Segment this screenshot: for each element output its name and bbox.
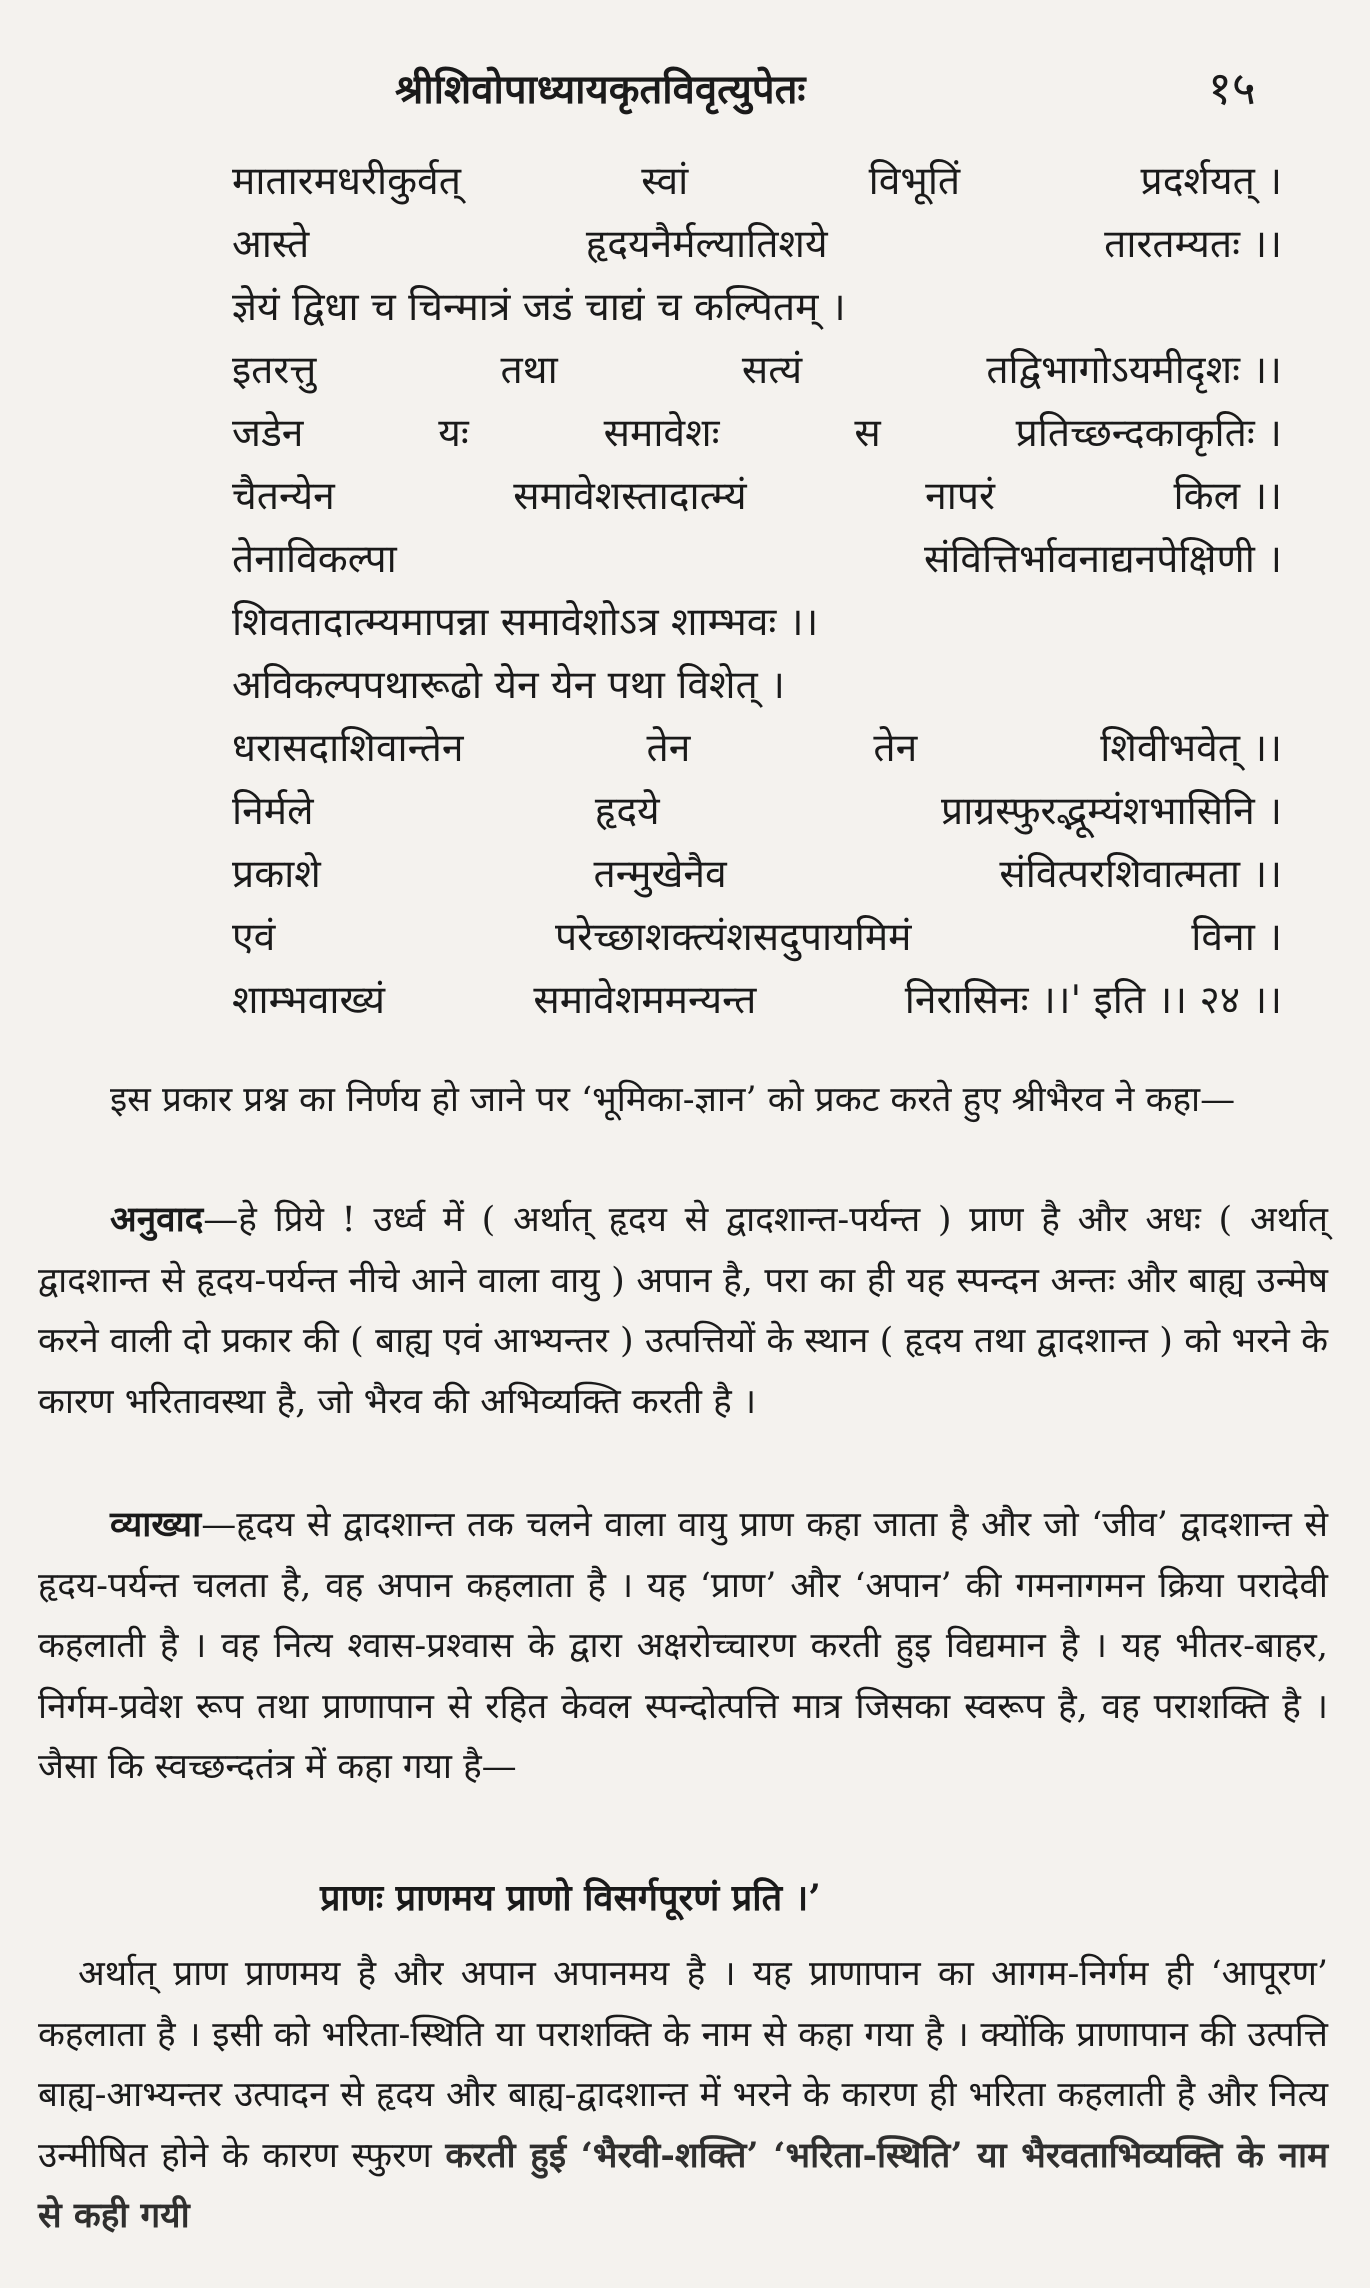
verse-word: स्वां — [641, 159, 689, 204]
verse-line — [232, 780, 1282, 843]
verse-word: परेच्छाशक्त्यंशसदुपायमिमं — [555, 915, 912, 960]
verse-word: शाम्भवाख्यं — [232, 978, 385, 1023]
explanation-text: अर्थात् प्राण प्राणमय है और अपान अपानमय है । यह प्राणापान का आगम-निर्गम ही ‘आपूरण’ कहलाता है । इसी को भरिता-स्थिति या पराशक्ति के नाम से कहा गया है । क्योंकि प्राणापान की उत्पत्ति बाह्य-आभ्यन्तर उत्पादन से हृदय और बाह्य-द्वादशान्त में भरने के कारण ही भरिता कहलाती है और नित्य उन्मीषित होने के कारण स्फुरण — [38, 1954, 1328, 2176]
verse-word: प्रकाशे — [232, 852, 321, 897]
verse-line — [232, 591, 1282, 654]
verse-word: स — [854, 411, 881, 456]
verse-line — [232, 465, 1282, 528]
translation-label: अनुवाद — [110, 1199, 204, 1240]
verse-line — [232, 150, 1282, 213]
verse-word: विभूतिं — [868, 159, 961, 204]
intro-paragraph — [38, 1070, 1328, 1131]
verse-word: आस्ते — [232, 222, 310, 267]
verse-word: प्रदर्शयत् । — [1140, 159, 1282, 204]
verse-word: जडेन — [232, 411, 304, 456]
verse-word: निरासिनः ।।' इति ।। २४ ।। — [904, 978, 1282, 1023]
verse-word: किल ।। — [1173, 474, 1282, 519]
verse-word: शिवीभवेत् ।। — [1100, 726, 1282, 771]
explanation-last-line: करती हुई ‘भैरवी-शक्ति’ ‘भरिता-स्थिति’ या भैरवताभिव्यक्ति के नाम से कही गयी — [38, 2134, 1328, 2236]
running-title: श्रीशिवोपाध्यायकृतविवृत्युपेतः — [395, 66, 806, 113]
verse-line — [232, 402, 1282, 465]
intro-text: इस प्रकार प्रश्न का निर्णय हो जाने पर ‘भूमिका-ज्ञान’ को प्रकट करते हुए श्रीभैरव ने कहा— — [110, 1080, 1236, 1120]
verse-line — [232, 654, 1282, 717]
verse-line — [232, 906, 1282, 969]
verse-word: प्राग्रस्फुरद्भूम्यंशभासिनि । — [941, 789, 1282, 834]
commentary-text: —हृदय से द्वादशान्त तक चलने वाला वायु प्राण कहा जाता है और जो ‘जीव’ द्वादशान्त से हृदय-पर्यन्त चलता है, वह अपान कहलाता है । यह ‘प्राण’ और ‘अपान’ की गमनागमन क्रिया परादेवी कहलाती है । वह नित्य श्वास-प्रश्वास के द्वारा अक्षरोच्चारण करती हुइ विद्यमान है । यह भीतर-बाहर, निर्गम-प्रवेश रूप तथा प्राणापान से रहित केवल स्पन्दोत्पत्ति मात्र जिसका स्वरूप है, वह पराशक्ति है । जैसा कि स्वच्छन्दतंत्र में कहा गया है— — [38, 1505, 1328, 1787]
verse-word: शिवतादात्म्यमापन्ना समावेशोऽत्र शाम्भवः ।। — [232, 600, 819, 645]
verse-word: यः — [438, 411, 469, 456]
page-number: १५ — [1208, 61, 1256, 115]
verse-line — [232, 843, 1282, 906]
verse-word: तद्विभागोऽयमीदृशः ।। — [986, 348, 1282, 393]
verse-word: अविकल्पपथारूढो येन येन पथा विशेत् । — [232, 663, 785, 708]
verse-word: ज्ञेयं द्विधा च चिन्मात्रं जडं चाद्यं च कल्पितम् । — [232, 285, 846, 330]
verse-word: सत्यं — [741, 348, 803, 393]
translation-paragraph — [38, 1190, 1328, 1432]
verse-word: निर्मले — [232, 789, 314, 834]
quoted-verse: प्राणः प्राणमय प्राणो विसर्गपूरणं प्रति ।’ — [320, 1877, 821, 1919]
verse-word: तेनाविकल्पा — [232, 537, 397, 582]
verse-word: तथा — [500, 348, 558, 393]
verse-word: संवित्परशिवात्मता ।। — [999, 852, 1282, 897]
verse-word: विना । — [1191, 915, 1282, 960]
verse-word: मातारमधरीकुर्वत् — [232, 159, 461, 204]
verse-word: नापरं — [925, 474, 995, 519]
running-head — [0, 60, 1370, 130]
verse-word: तेन — [646, 726, 691, 771]
verse-word: समावेशः — [603, 411, 720, 456]
verse-line — [232, 969, 1282, 1032]
verse-word: इतरत्तु — [232, 348, 317, 393]
commentary-paragraph — [38, 1495, 1328, 1798]
verse-word: तेन — [873, 726, 918, 771]
translation-text: —हे प्रिये ! उर्ध्व में ( अर्थात् हृदय से द्वादशान्त-पर्यन्त ) प्राण है और अधः ( अर्थात् द्वादशान्त से हृदय-पर्यन्त नीचे आने वाला वायु ) अपान है, परा का ही यह स्पन्दन अन्तः और बाह्य उन्मेष करने वाली दो प्रकार की ( बाह्य एवं आभ्यन्तर ) उत्पत्तियों के स्थान ( हृदय तथा द्वादशान्त ) को भरने के कारण भरितावस्था है, जो भैरव की अभिव्यक्ति करती है । — [38, 1200, 1328, 1422]
verse-word: हृदये — [594, 789, 660, 834]
verse-word: समावेशममन्यन्त — [533, 978, 757, 1023]
verse-word: समावेशस्तादात्म्यं — [513, 474, 747, 519]
verse-block — [232, 150, 1282, 1032]
verse-word: तन्मुखेनैव — [593, 852, 727, 897]
verse-word: तारतम्यतः ।। — [1104, 222, 1282, 267]
commentary-label: व्याख्या — [110, 1504, 202, 1545]
verse-line — [232, 528, 1282, 591]
verse-line — [232, 276, 1282, 339]
verse-word: हृदयनैर्मल्यातिशये — [585, 222, 828, 267]
verse-word: प्रतिच्छन्दकाकृतिः । — [1015, 411, 1282, 456]
verse-word: एवं — [232, 915, 276, 960]
verse-word: धरासदाशिवान्तेन — [232, 726, 464, 771]
verse-line — [232, 213, 1282, 276]
verse-word: चैतन्येन — [232, 474, 335, 519]
verse-line — [232, 339, 1282, 402]
verse-line — [232, 717, 1282, 780]
explanation-paragraph — [38, 1944, 1328, 2247]
verse-word: संवित्तिर्भावनाद्यनपेक्षिणी । — [923, 537, 1282, 582]
